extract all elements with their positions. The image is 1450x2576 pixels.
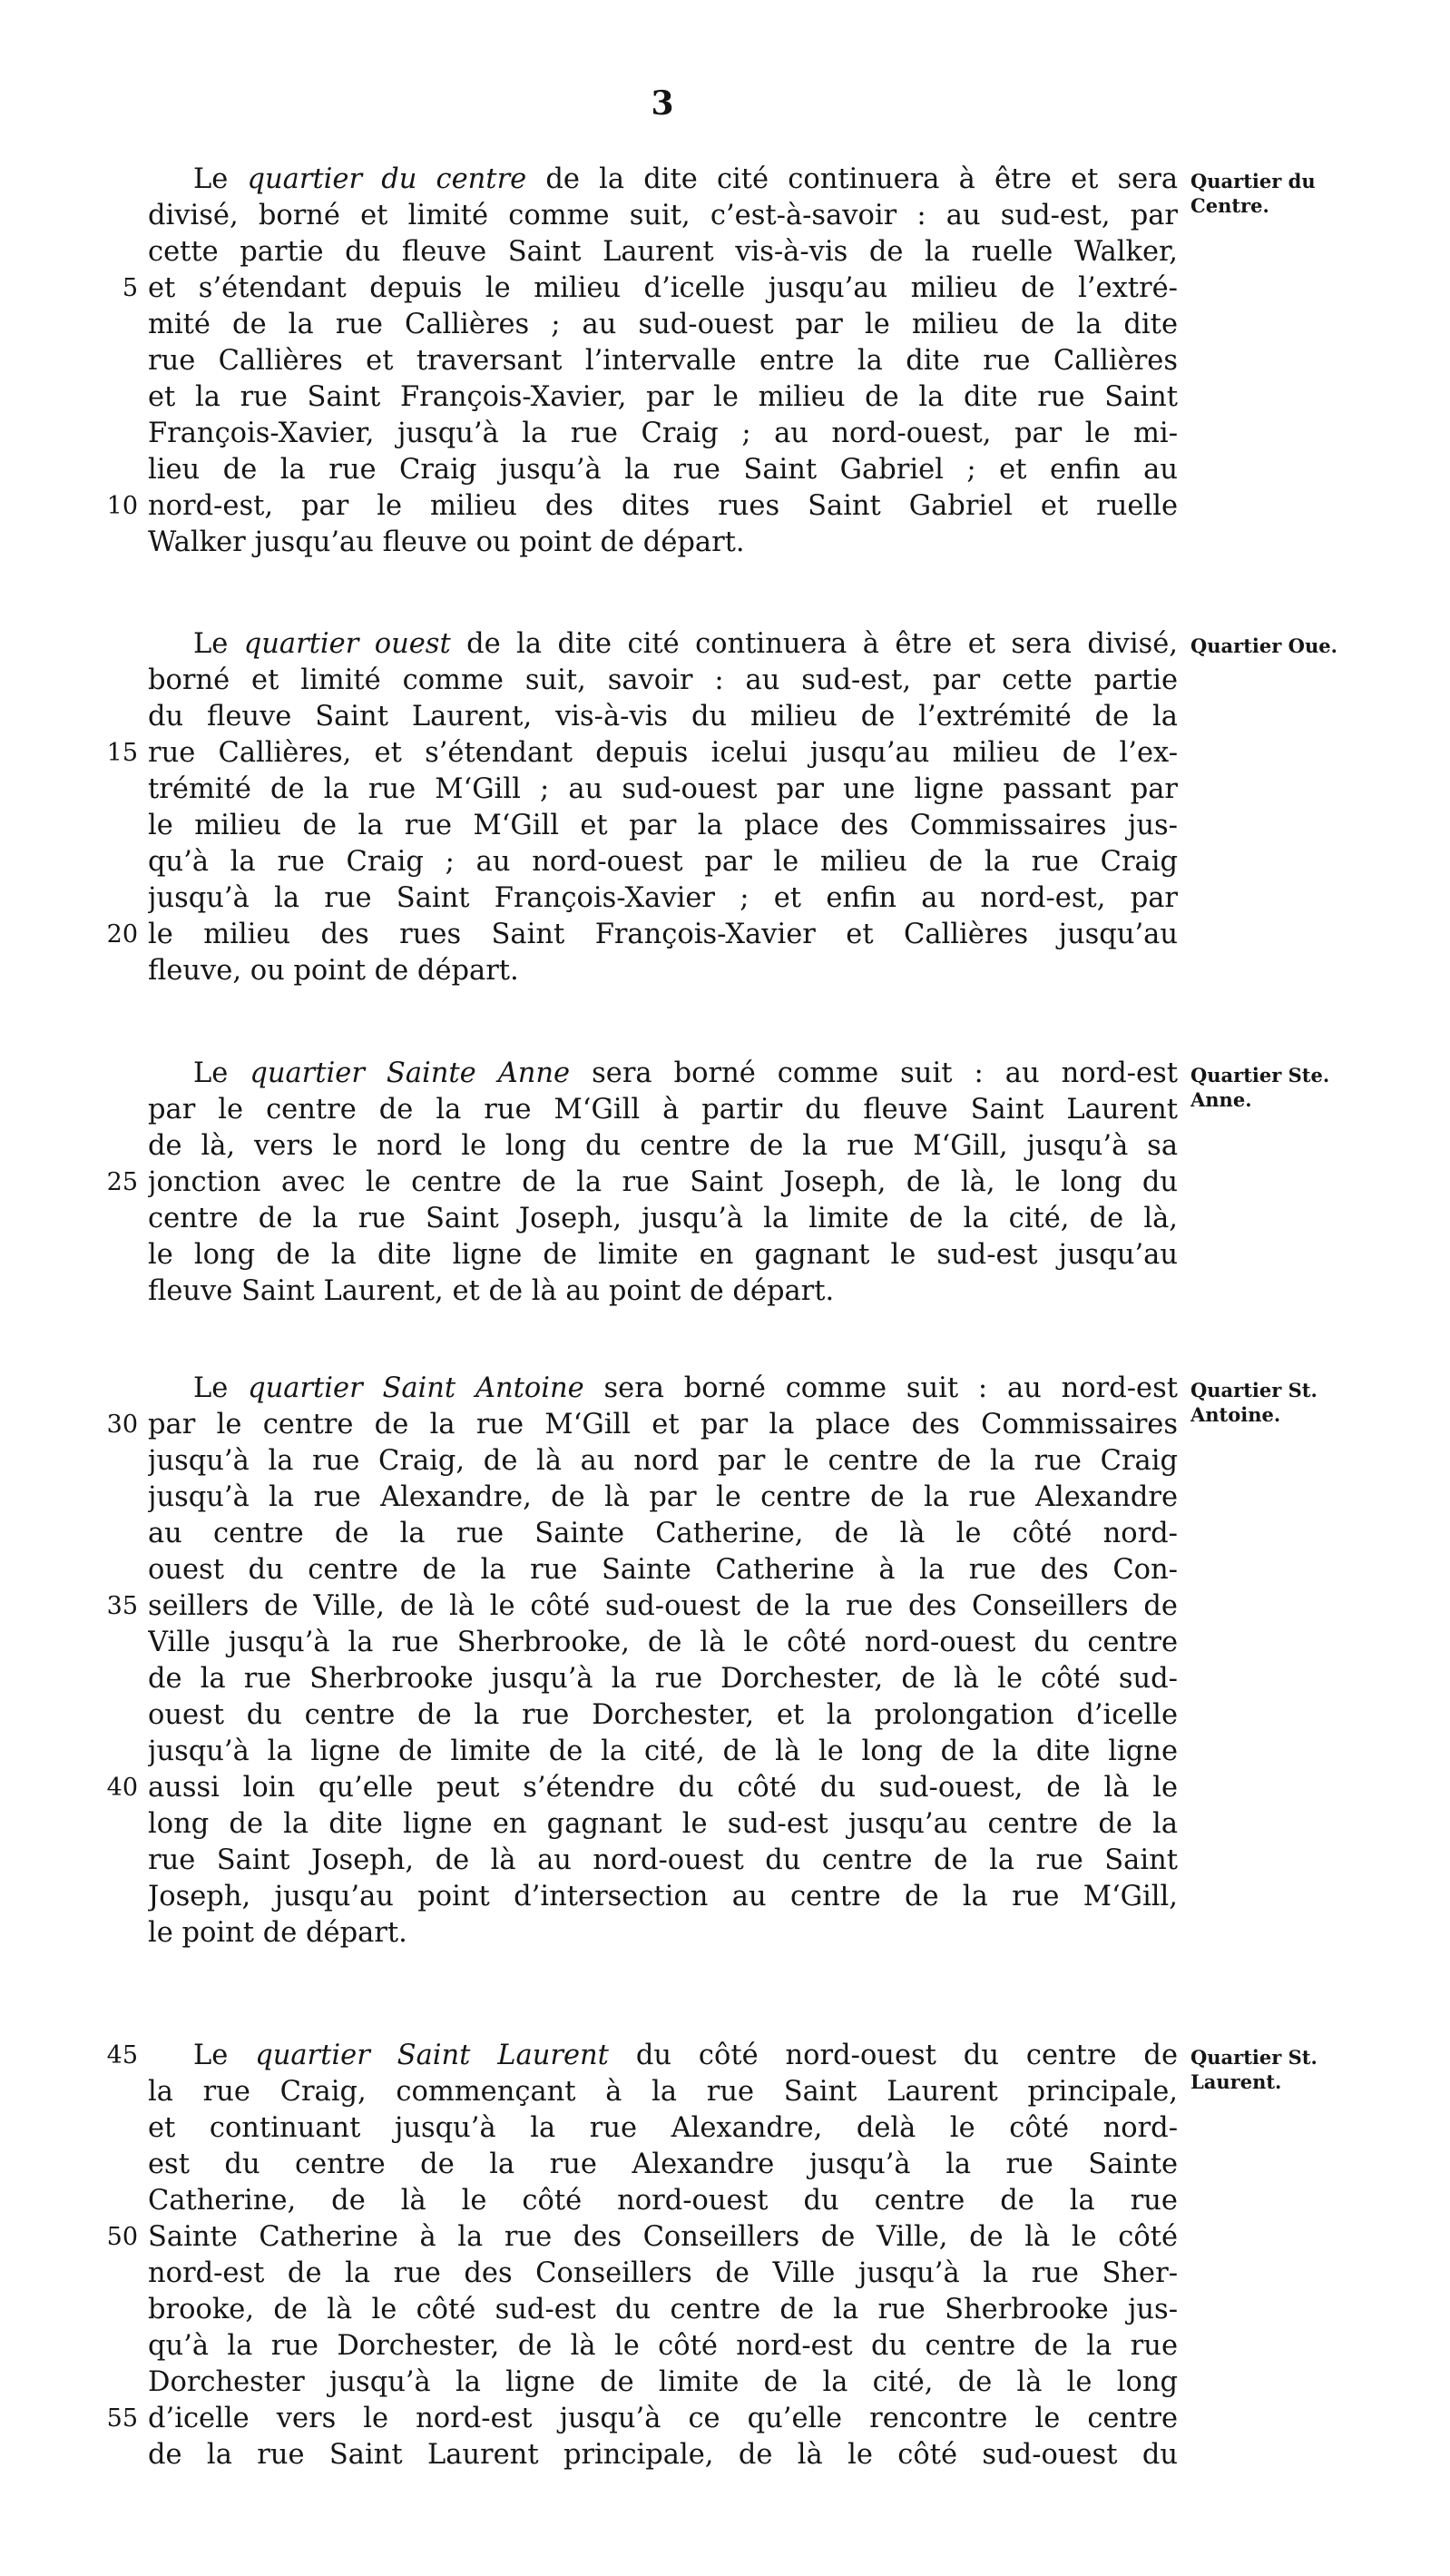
text-run: Walker jusqu’au fleuve ou point de départ. [148, 526, 745, 558]
text-run: et continuant jusqu’à la rue Alexandre, delà le côté nord- [148, 2112, 1178, 2144]
text-run: de la rue Saint Laurent principale, de là le côté sud-ouest du [148, 2439, 1178, 2471]
text-run: du côté nord-ouest du centre de [608, 2040, 1178, 2071]
text-line [0, 525, 1450, 561]
text-line [0, 1407, 1450, 1443]
text-run: le milieu de la rue M‘Gill et par la place des Commissaires jus- [148, 810, 1178, 841]
margin-note-line: Quartier Ste. [1190, 1064, 1330, 1086]
italic-term: quartier Saint Antoine [248, 1372, 584, 1404]
text-line [0, 1201, 1450, 1237]
text-run: aussi loin qu’elle peut s’étendre du côté du sud-ouest, de là le [148, 1772, 1178, 1804]
line-number: 50 [106, 2223, 138, 2251]
text-run: long de la dite ligne en gagnant le sud-est jusqu’au centre de la [148, 1808, 1178, 1840]
text-line [0, 2256, 1450, 2292]
line-text [148, 488, 1178, 525]
text-line [0, 2110, 1450, 2147]
text-line [0, 270, 1450, 307]
text-line [0, 1588, 1450, 1625]
text-run: de la rue Sherbrooke jusqu’à la rue Dorchester, de là le côté sud- [148, 1663, 1178, 1695]
text-run: de la dite cité continuera à être et sera divisé, [450, 628, 1178, 660]
text-line [0, 1128, 1450, 1165]
line-text [193, 626, 1178, 663]
text-line [0, 735, 1450, 772]
text-run: jonction avec le centre de la rue Saint Joseph, de là, le long du [148, 1166, 1178, 1198]
text-line [0, 880, 1450, 917]
line-number: 5 [122, 274, 138, 302]
line-text [193, 2038, 1178, 2074]
text-run: jusqu’à la rue Alexandre, de là par le centre de la rue Alexandre [148, 1481, 1178, 1513]
text-line [0, 1806, 1450, 1843]
text-line [0, 307, 1450, 343]
margin-note-line: Quartier St. [1190, 1379, 1318, 1401]
text-run: cette partie du fleuve Saint Laurent vis-à-vis de la ruelle Walker, [148, 236, 1178, 268]
line-text [148, 2074, 1178, 2110]
line-text [148, 525, 1178, 561]
text-line [0, 1165, 1450, 1201]
line-text [148, 343, 1178, 379]
line-text [193, 162, 1178, 198]
line-text [148, 917, 1178, 953]
line-text [148, 379, 1178, 416]
text-line [0, 1092, 1450, 1128]
line-text [148, 1661, 1178, 1697]
line-text [148, 735, 1178, 772]
line-text [148, 1201, 1178, 1237]
italic-term: quartier du centre [247, 163, 527, 195]
text-line [0, 379, 1450, 416]
text-run: sera borné comme suit : au nord-est [570, 1057, 1178, 1089]
line-text [148, 808, 1178, 844]
text-run: par le centre de la rue M‘Gill et par la place des Commissaires [148, 1409, 1178, 1440]
text-run: centre de la rue Saint Joseph, jusqu’à la limite de la cité, de là, [148, 1203, 1178, 1234]
margin-note-line: Quartier St. [1190, 2046, 1318, 2069]
line-text [148, 416, 1178, 452]
line-text [148, 1407, 1178, 1443]
text-line [0, 1734, 1450, 1770]
text-run: Ville jusqu’à la rue Sherbrooke, de là le côté nord-ouest du centre [148, 1627, 1178, 1658]
text-line [0, 2219, 1450, 2256]
line-number: 55 [106, 2404, 138, 2433]
line-text [148, 2147, 1178, 2183]
text-run: de la dite cité continuera à être et sera [526, 163, 1178, 195]
text-run: lieu de la rue Craig jusqu’à la rue Saint Gabriel ; et enfin au [148, 454, 1178, 486]
text-run: de là, vers le nord le long du centre de la rue M‘Gill, jusqu’à sa [148, 1130, 1178, 1162]
line-number: 15 [106, 739, 138, 767]
margin-note-line: Quartier du [1190, 170, 1316, 192]
line-text [193, 1056, 1178, 1092]
page-number: 3 [651, 84, 674, 123]
line-text [193, 1371, 1178, 1407]
text-line [0, 2365, 1450, 2401]
text-line [0, 1843, 1450, 1879]
text-run: et s’étendant depuis le milieu d’icelle jusqu’au milieu de l’extré- [148, 272, 1178, 304]
text-run: et la rue Saint François-Xavier, par le milieu de la dite rue Saint [148, 381, 1178, 413]
text-run: Le [193, 628, 244, 660]
text-line [0, 234, 1450, 270]
text-run: le long de la dite ligne de limite en gagnant le sud-est jusqu’au [148, 1239, 1178, 1271]
line-number: 45 [106, 2041, 138, 2070]
line-text [148, 1625, 1178, 1661]
margin-note-line: Anne. [1190, 1088, 1252, 1111]
line-text [148, 1915, 1178, 1952]
text-line [0, 2074, 1450, 2110]
text-line [0, 2038, 1450, 2074]
text-line [0, 2328, 1450, 2365]
italic-term: quartier ouest [243, 628, 451, 660]
line-text [148, 1879, 1178, 1915]
text-line [0, 343, 1450, 379]
text-line [0, 844, 1450, 880]
text-run: Le [193, 163, 248, 195]
text-line [0, 488, 1450, 525]
text-line [0, 1056, 1450, 1092]
line-text [148, 1092, 1178, 1128]
line-text [148, 1165, 1178, 1201]
line-text [148, 1588, 1178, 1625]
line-text [148, 663, 1178, 699]
text-line [0, 1770, 1450, 1806]
text-run: Le [193, 2040, 256, 2071]
line-text [148, 772, 1178, 808]
text-line [0, 953, 1450, 989]
line-number: 25 [106, 1168, 138, 1196]
text-run: jusqu’à la rue Saint François-Xavier ; et enfin au nord-est, par [148, 882, 1178, 914]
text-line [0, 808, 1450, 844]
text-run: qu’à la rue Craig ; au nord-ouest par le milieu de la rue Craig [148, 846, 1178, 878]
margin-note-line: Centre. [1190, 194, 1269, 217]
text-run: le point de départ. [148, 1917, 407, 1949]
text-run: est du centre de la rue Alexandre jusqu’à la rue Sainte [148, 2148, 1178, 2180]
line-text [148, 1443, 1178, 1480]
text-run: du fleuve Saint Laurent, vis-à-vis du milieu de l’extrémité de la [148, 701, 1178, 732]
line-text [148, 1843, 1178, 1879]
text-run: divisé, borné et limité comme suit, c’est-à-savoir : au sud-est, par [148, 200, 1178, 231]
italic-term: quartier Saint Laurent [255, 2040, 609, 2071]
line-text [148, 2328, 1178, 2365]
text-run: nord-est, par le milieu des dites rues Saint Gabriel et ruelle [148, 490, 1178, 522]
line-text [148, 234, 1178, 270]
text-run: nord-est de la rue des Conseillers de Ville jusqu’à la rue Sher- [148, 2257, 1178, 2289]
text-line [0, 1237, 1450, 1273]
text-run: brooke, de là le côté sud-est du centre de la rue Sherbrooke jus- [148, 2294, 1178, 2325]
text-run: la rue Craig, commençant à la rue Saint Laurent principale, [148, 2076, 1178, 2108]
line-text [148, 1806, 1178, 1843]
line-text [148, 953, 1178, 989]
line-text [148, 1273, 1178, 1310]
text-run: Dorchester jusqu’à la ligne de limite de la cité, de là le long [148, 2366, 1178, 2398]
line-number: 35 [106, 1592, 138, 1620]
text-run: qu’à la rue Dorchester, de là le côté nord-est du centre de la rue [148, 2330, 1178, 2362]
text-line [0, 452, 1450, 488]
text-run: Le [193, 1057, 250, 1089]
text-line [0, 416, 1450, 452]
line-number: 30 [106, 1411, 138, 1439]
text-run: trémité de la rue M‘Gill ; au sud-ouest par une ligne passant par [148, 773, 1178, 805]
line-text [148, 1516, 1178, 1552]
italic-term: quartier Sainte Anne [250, 1057, 571, 1089]
text-run: François-Xavier, jusqu’à la rue Craig ; au nord-ouest, par le mi- [148, 418, 1178, 449]
line-text [148, 1480, 1178, 1516]
line-text [148, 2292, 1178, 2328]
line-number: 40 [106, 1774, 138, 1802]
text-run: sera borné comme suit : au nord-est [583, 1372, 1178, 1404]
text-run: fleuve, ou point de départ. [148, 955, 519, 987]
line-text [148, 2437, 1178, 2473]
text-run: par le centre de la rue M‘Gill à partir du fleuve Saint Laurent [148, 1094, 1178, 1126]
text-line [0, 2292, 1450, 2328]
text-line [0, 1879, 1450, 1915]
line-text [148, 1770, 1178, 1806]
text-run: mité de la rue Callières ; au sud-ouest par le milieu de la dite [148, 309, 1178, 340]
line-text [148, 2256, 1178, 2292]
margin-note-line: Antoine. [1190, 1403, 1281, 1426]
text-line [0, 2401, 1450, 2437]
line-text [148, 2110, 1178, 2147]
text-run: Sainte Catherine à la rue des Conseillers de Ville, de là le côté [148, 2221, 1178, 2253]
text-line [0, 2147, 1450, 2183]
text-run: jusqu’à la ligne de limite de la cité, de là le long de la dite ligne [148, 1735, 1178, 1767]
text-line [0, 1915, 1450, 1952]
text-run: Le [193, 1372, 249, 1404]
line-text [148, 1552, 1178, 1588]
text-line [0, 663, 1450, 699]
text-run: Catherine, de là le côté nord-ouest du centre de la rue [148, 2185, 1178, 2217]
line-number: 20 [106, 920, 138, 949]
text-run: seillers de Ville, de là le côté sud-ouest de la rue des Conseillers de [148, 1590, 1178, 1622]
text-line [0, 1697, 1450, 1734]
text-line [0, 699, 1450, 735]
text-line [0, 772, 1450, 808]
text-run: fleuve Saint Laurent, et de là au point de départ. [148, 1275, 835, 1307]
text-line [0, 2437, 1450, 2473]
text-run: rue Callières et traversant l’intervalle entre la dite rue Callières [148, 345, 1178, 377]
text-run: borné et limité comme suit, savoir : au sud-est, par cette partie [148, 664, 1178, 696]
text-line [0, 1516, 1450, 1552]
text-line [0, 1480, 1450, 1516]
text-line [0, 1552, 1450, 1588]
text-line [0, 1273, 1450, 1310]
text-run: d’icelle vers le nord-est jusqu’à ce qu’elle rencontre le centre [148, 2403, 1178, 2434]
line-text [148, 699, 1178, 735]
line-text [148, 2365, 1178, 2401]
line-text [148, 1697, 1178, 1734]
text-run: ouest du centre de la rue Sainte Catherine à la rue des Con- [148, 1554, 1178, 1586]
line-text [148, 1128, 1178, 1165]
text-line [0, 1371, 1450, 1407]
text-run: ouest du centre de la rue Dorchester, et la prolongation d’icelle [148, 1699, 1178, 1731]
text-run: Joseph, jusqu’au point d’intersection au centre de la rue M‘Gill, [148, 1881, 1178, 1912]
text-line [0, 2183, 1450, 2219]
text-run: rue Callières, et s’étendant depuis icelui jusqu’au milieu de l’ex- [148, 737, 1178, 769]
text-run: au centre de la rue Sainte Catherine, de là le côté nord- [148, 1518, 1178, 1549]
line-text [148, 1734, 1178, 1770]
line-text [148, 2401, 1178, 2437]
line-text [148, 270, 1178, 307]
line-text [148, 452, 1178, 488]
line-number: 10 [106, 492, 138, 520]
text-line [0, 917, 1450, 953]
text-line [0, 626, 1450, 663]
text-run: rue Saint Joseph, de là au nord-ouest du centre de la rue Saint [148, 1844, 1178, 1876]
line-text [148, 2183, 1178, 2219]
text-line [0, 1661, 1450, 1697]
line-text [148, 307, 1178, 343]
text-run: jusqu’à la rue Craig, de là au nord par le centre de la rue Craig [148, 1445, 1178, 1477]
margin-note-line: Laurent. [1190, 2070, 1282, 2093]
text-run: le milieu des rues Saint François-Xavier et Callières jusqu’au [148, 919, 1178, 950]
text-line [0, 162, 1450, 198]
margin-note-line: Quartier Oue. [1190, 634, 1337, 657]
text-line [0, 198, 1450, 234]
line-text [148, 1237, 1178, 1273]
line-text [148, 844, 1178, 880]
text-line [0, 1443, 1450, 1480]
line-text [148, 2219, 1178, 2256]
text-line [0, 1625, 1450, 1661]
line-text [148, 198, 1178, 234]
line-text [148, 880, 1178, 917]
